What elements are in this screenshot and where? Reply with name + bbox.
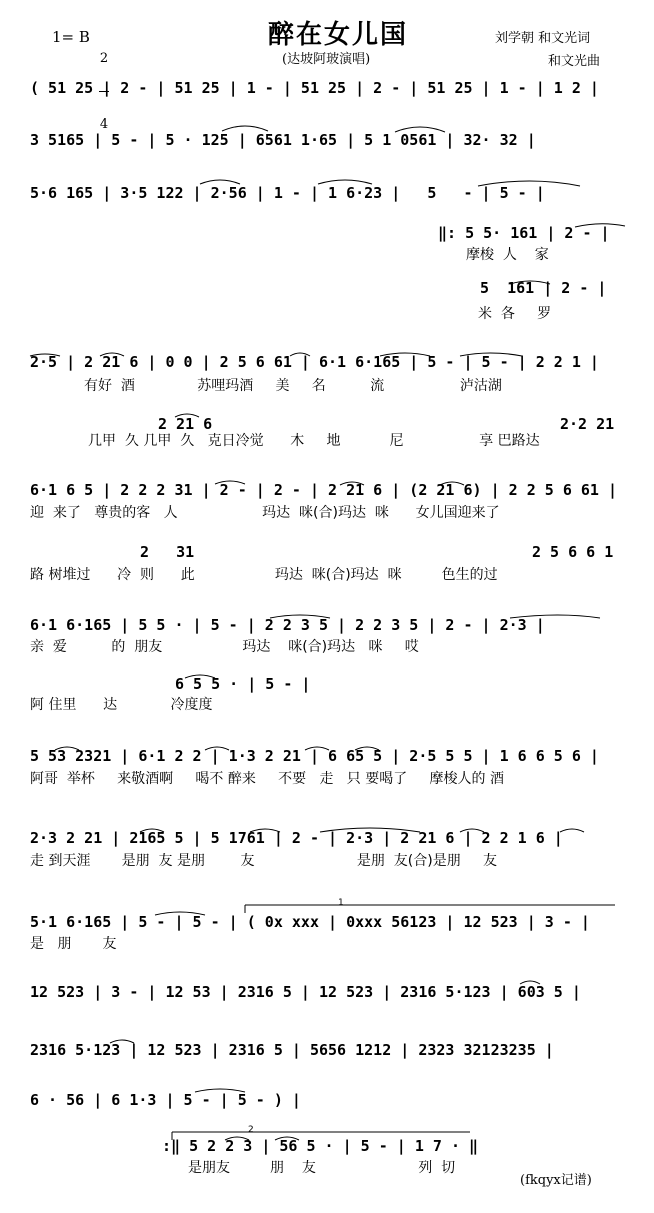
notation-line: 2 21 6 [158,415,213,433]
notation-line: 5 161 | 2 - | [480,279,607,297]
lyric-line: 路 树堆过 冷 则 此 玛达 咪(合)玛达 咪 色生的过 [30,567,498,583]
lyric-line: 是 朋 友 [30,936,117,952]
time-signature-top: 2 [99,51,109,66]
lyric-line: 走 到天涯 是朋 友 是朋 友 是朋 友(合)是朋 友 [30,853,497,869]
transcriber-signature: (fkqyx记谱) [520,1173,592,1188]
notation-line: 2316 5·123 | 12 523 | 2316 5 | 5656 1212 | 2323 32123235 | [30,1041,554,1059]
performer-subtitle: (达坡阿玻演唱) [282,52,371,67]
notation-line: 2·5 | 2 21 6 | 0 0 | 2 5 6 61 | 6·1 6·165 | 5 - | 5 - | 2 2 1 | [30,353,599,371]
notation-line: 2·2 21 [560,415,615,433]
notation-line: 2·3 2 21 | 2165 5 | 5 1761 | 2 - | 2·3 | 2 21 6 | 2 2 1 6 | [30,829,563,847]
notation-line: 6·1 6·165 | 5 5 · | 5 - | 2 2 3 5 | 2 2 3 5 | 2 - | 2·3 | [30,616,545,634]
lyric-line: 阿 住里 达 冷度度 [30,697,213,713]
notation-line: 5·6 165 | 3·5 122 | 2·56 | 1 - | 1 6·23 | 5 - | 5 - | [30,184,545,202]
notation-line: 2 31 [140,543,195,561]
notation-line: 5·1 6·165 | 5 - | 5 - | ( 0x xxx | 0xxx 56123 | 12 523 | 3 - | [30,913,590,931]
volta-2-label: 2 [248,1125,254,1135]
time-signature-bottom: 4 [99,117,109,132]
notation-line: 2 5 6 6 1 [532,543,614,561]
song-title: 醉在女儿国 [268,20,409,50]
lyric-line: 摩梭 人 家 [466,247,549,263]
notation-line: 12 523 | 3 - | 12 53 | 2316 5 | 12 523 | 2316 5·123 | 603 5 | [30,983,581,1001]
notation-line: 5 53 2321 | 6·1 2 2 | 1·3 2 21 | 6 65 5 | 2·5 5 5 | 1 6 6 5 6 | [30,747,599,765]
lyric-line: 米 各 罗 [478,306,552,322]
volta-1-label: 1 [338,898,344,908]
notation-line: 6 · 56 | 6 1·3 | 5 - | 5 - ) | [30,1091,301,1109]
lyricist-credit: 刘学朝 和文光词 [495,31,591,46]
lyric-line: 迎 来了 尊贵的客 人 玛达 咪(合)玛达 咪 女儿国迎来了 [30,505,500,521]
lyric-line: 阿哥 举杯 来敬酒啊 喝不 醉来 不要 走 只 要喝了 摩梭人的 酒 [30,771,504,787]
notation-line: :‖ 5 2 2 3 | 56 5 · | 5 - | 1 7 · ‖ [162,1137,479,1155]
notation-line: 3 5165 | 5 - | 5 · 125 | 6561 1·65 | 5 1 0561 | 32· 32 | [30,131,536,149]
notation-line: 6·1 6 5 | 2 2 2 31 | 2 - | 2 - | 2 21 6 | (2 21 6) | 2 2 5 6 61 | [30,481,617,499]
lyric-line: 亲 爱 的 朋友 玛达 咪(合)玛达 咪 哎 [30,639,419,655]
lyric-line: 是朋友 朋 友 列 切 [188,1160,456,1176]
notation-line: 6 5 5 · | 5 - | [175,675,311,693]
notation-line: ( 51 25 | 2 - | 51 25 | 1 - | 51 25 | 2 - | 51 25 | 1 - | 1 2 | [30,79,599,97]
notation-line: ‖: 5 5· 161 | 2 - | [438,224,610,242]
lyric-line: 几甲 久 几甲 久 克日冷觉 木 地 尼 享 巴路达 [88,433,540,449]
composer-credit: 和文光曲 [548,54,601,69]
lyric-line: 有好 酒 苏哩玛酒 美 名 流 泸沽湖 [84,378,502,394]
key-signature: 1= B [52,28,90,46]
